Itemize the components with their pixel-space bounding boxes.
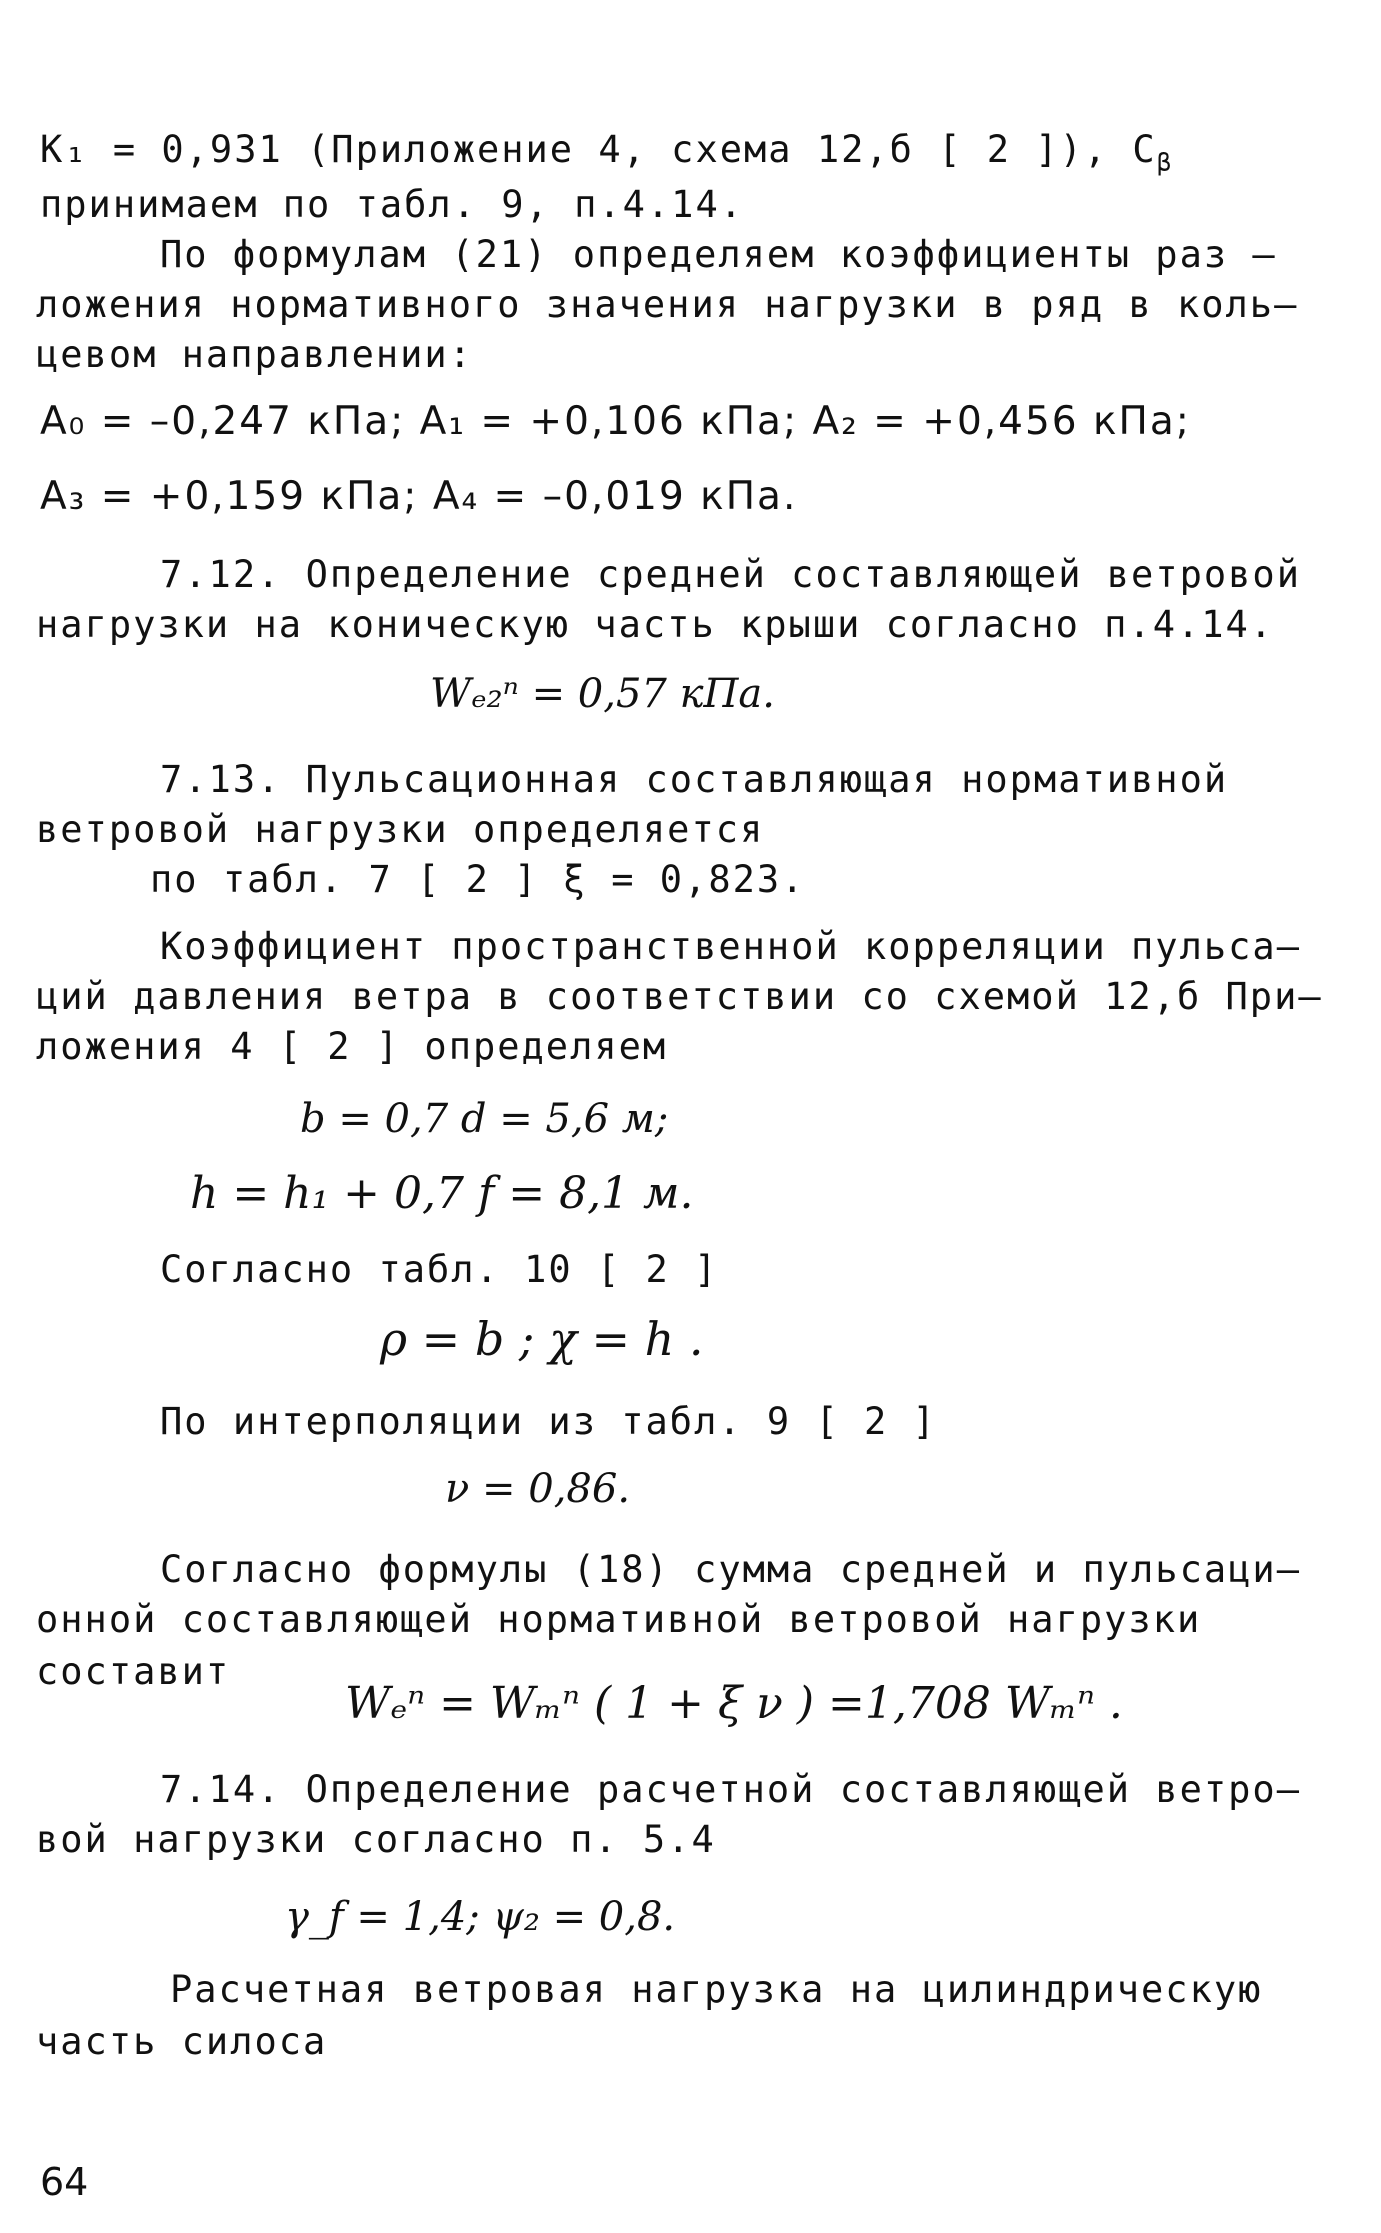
text-line-14: Коэффициент пространственной корреляции пульса– [160, 925, 1301, 968]
text-line-3: По формулам (21) определяем коэффициенты раз – [160, 233, 1277, 276]
coefficients-line-1: A₀ = –0,247 кПа; A₁ = +0,106 кПа; A₂ = +0,456 кПа; [40, 399, 1191, 444]
page-number: 64 [40, 2160, 89, 2204]
formula-h: h = h₁ + 0,7 f = 8,1 м. [190, 1168, 694, 1219]
text-line-23: Согласно формулы (18) сумма средней и пульсаци– [160, 1548, 1301, 1591]
text-line-28: вой нагрузки согласно п. 5.4 [36, 1818, 716, 1861]
text-line-4: ложения нормативного значения нагрузки в ряд в коль– [36, 283, 1299, 326]
section-7-14-heading: 7.14. Определение расчетной составляющей ветро– [160, 1768, 1301, 1811]
text-line-30: Расчетная ветровая нагрузка на цилиндрическую [170, 1968, 1263, 2011]
section-7-12-heading: 7.12. Определение средней составляющей ветровой [160, 553, 1301, 596]
text-line-12: ветровой нагрузки определяется [36, 808, 765, 851]
text-line-2: принимаем по табл. 9, п.4.14. [40, 183, 745, 226]
text-line-16: ложения 4 [ 2 ] определяем [36, 1025, 668, 1068]
section-7-13-heading: 7.13. Пульсационная составляющая нормативной [160, 758, 1229, 801]
text-line-5: цевом направлении: [36, 333, 473, 376]
formula-b: b = 0,7 d = 5,6 м; [300, 1096, 669, 1142]
text-line-25: составит [36, 1650, 231, 1693]
text-line-21: По интерполяции из табл. 9 [ 2 ] [160, 1400, 937, 1443]
text-line-13: по табл. 7 [ 2 ] ξ = 0,823. [150, 858, 806, 901]
text-line-1: К₁ = 0,931 (Приложение 4, схема 12,б [ 2 ]), $C_\beta$ [40, 128, 1174, 177]
text-line-31: часть силоса [36, 2020, 328, 2063]
formula-nu: ν = 0,86. [445, 1466, 631, 1512]
text-line-19: Согласно табл. 10 [ 2 ] [160, 1248, 719, 1291]
coefficients-line-2: A₃ = +0,159 кПа; A₄ = –0,019 кПа. [40, 474, 798, 519]
text-line-9: нагрузки на коническую часть крыши согласно п.4.14. [36, 603, 1275, 646]
text-line-24: онной составляющей нормативной ветровой нагрузки [36, 1598, 1202, 1641]
formula-gamma-psi: γ_f = 1,4; ψ₂ = 0,8. [285, 1894, 676, 1940]
formula-sum-load: Wₑⁿ = Wₘⁿ ( 1 + ξ ν ) =1,708 Wₘⁿ . [345, 1678, 1123, 1729]
formula-rho-chi: ρ = b ; χ = h . [380, 1312, 704, 1366]
text-line-15: ций давления ветра в соответствии со схемой 12,б При– [36, 975, 1323, 1018]
formula-w-e2: Wₑ₂ⁿ = 0,57 кПа. [430, 671, 775, 717]
